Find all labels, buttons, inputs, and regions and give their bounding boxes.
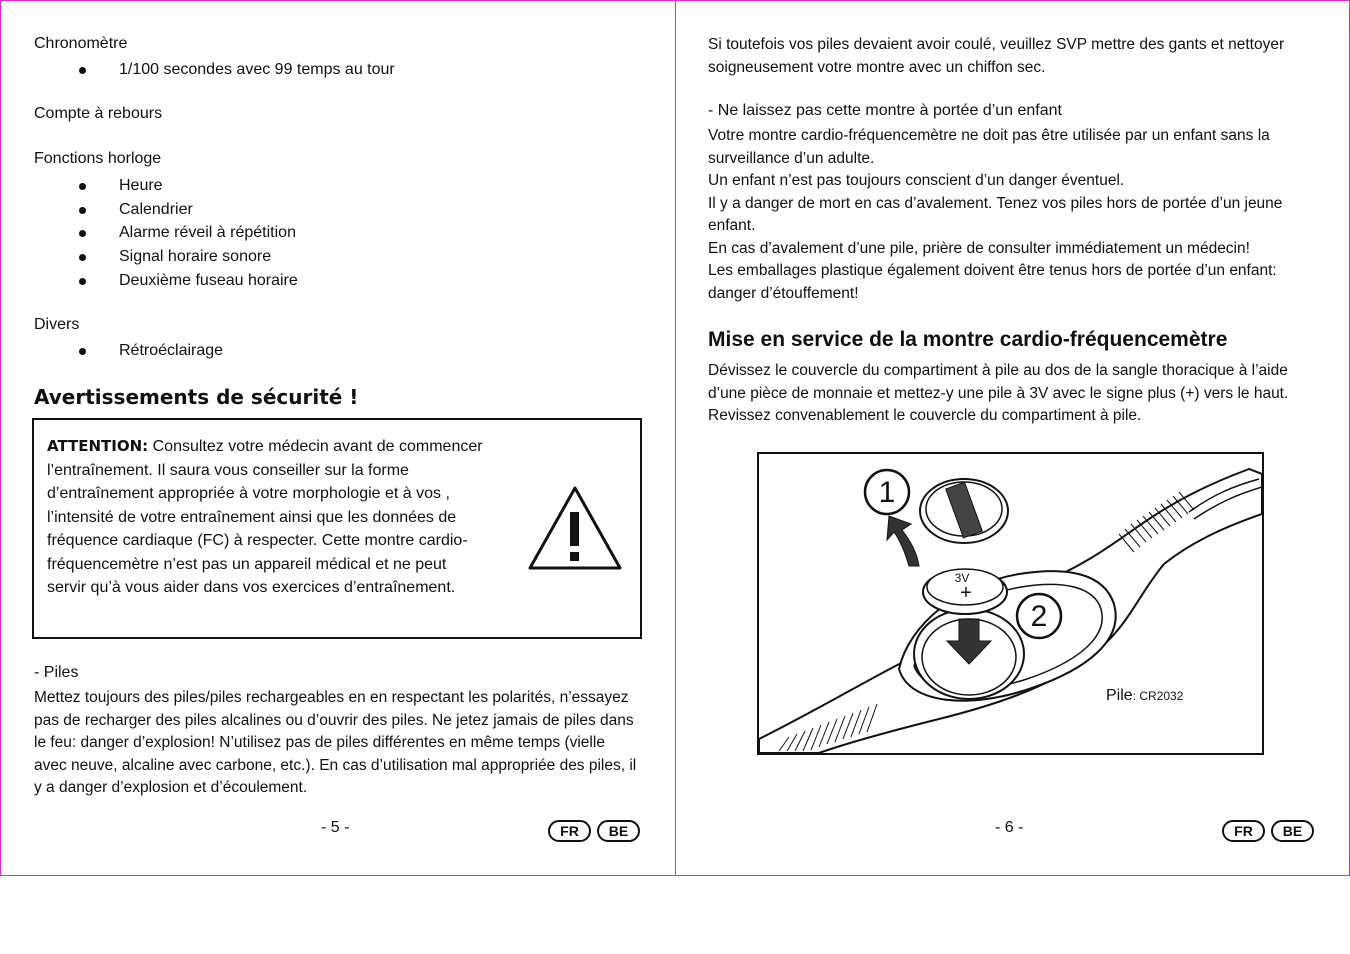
- misc-heading: Divers: [34, 316, 80, 333]
- children-paragraph: [708, 125, 1320, 305]
- step-1-label: 1: [878, 476, 896, 509]
- battery-plus-sign: +: [960, 582, 972, 604]
- bullet-icon: [79, 348, 86, 355]
- bullet-icon: [79, 207, 86, 214]
- lang-badge-fr: FR: [548, 820, 591, 842]
- figure-caption: Pile: CR2032: [1106, 687, 1184, 704]
- step-2-label: 2: [1030, 600, 1048, 633]
- page-number: - 5 -: [321, 819, 350, 836]
- leak-text: Si toutefois vos piles devaient avoir coulé, veuillez SVP mettre des gants et nettoyer soigneusement votre montre avec un chiffon sec.: [708, 36, 1285, 76]
- children-line: En cas d’avalement d’une pile, prière de consulter immédiatement un médecin!: [708, 239, 1250, 257]
- chest-strap-illustration: [759, 454, 1262, 753]
- warning-text: ATTENTION: Consultez votre médecin avant de commencer l’entraînement. Il saura vous conseiller sur la forme d’entraînement appropriée à votre morphologie et à vos , l’intensité de votre entraînement ainsi que les données de fréquence cardiaque (FC) à respecter. Cette montre cardio-fréquencemètre n’est pas un appareil médical et ne peut servir qu’à vous aider dans vos exercices d’entraînement.: [47, 437, 483, 596]
- batteries-text: Mettez toujours des piles/piles rechargeables en en respectant les polarités, n’essayez pas de recharger des piles alcalines ou d’ouvrir des piles. Ne jetez jamais de piles dans le feu: danger d’explosion! N’utilisez pas de piles différentes en même temps (vielle avec neuve, alcaline avec carbone, etc.). En cas d’utilisation mal appropriée des piles, il y a danger d’explosion et d’écoulement.: [34, 689, 637, 796]
- bullet-icon: [79, 230, 86, 237]
- lang-badge-be: BE: [597, 820, 640, 842]
- battery-voltage-label: 3V: [954, 571, 970, 585]
- bullet-icon: [79, 183, 86, 190]
- children-line: Votre montre cardio-fréquencemètre ne doit pas être utilisée par un enfant sans la surveillance d’un adulte.: [708, 127, 1270, 167]
- battery-installation-figure: [757, 452, 1264, 755]
- safety-title: Avertissements de sécurité !: [34, 385, 359, 409]
- page-number: - 6 -: [995, 819, 1024, 836]
- warning-label: ATTENTION:: [47, 437, 149, 455]
- bullet-icon: [79, 278, 86, 285]
- warning-box: [32, 418, 642, 639]
- clock-heading: Fonctions horloge: [34, 150, 162, 167]
- lang-badge-be: BE: [1271, 820, 1314, 842]
- chrono-heading: Chronomètre: [34, 35, 128, 52]
- warning-triangle-icon: [526, 484, 624, 574]
- bullet-icon: [79, 67, 86, 74]
- setup-text: Dévissez le couvercle du compartiment à pile au dos de la sangle thoracique à l’aide d’une pièce de monnaie et mettez-y une pile à 3V avec le signe plus (+) vers le haut. Revissez convenablement le couvercle du compartiment à pile.: [708, 362, 1289, 424]
- children-line: Les emballages plastique également doivent être tenus hors de portée d’un enfant: danger d’étouffement!: [708, 262, 1277, 302]
- children-line: Il y a danger de mort en cas d’avalement. Tenez vos piles hors de portée d’un jeune enfant.: [708, 194, 1283, 234]
- batteries-heading: - Piles: [34, 664, 79, 681]
- lang-badge-fr: FR: [1222, 820, 1265, 842]
- setup-title: Mise en service de la montre cardio-fréquencemètre: [708, 328, 1228, 351]
- children-heading: - Ne laissez pas cette montre à portée d’un enfant: [708, 102, 1062, 119]
- children-line: Un enfant n’est pas toujours conscient d’un danger éventuel.: [708, 172, 1125, 189]
- bullet-icon: [79, 254, 86, 261]
- countdown-heading: Compte à rebours: [34, 105, 163, 122]
